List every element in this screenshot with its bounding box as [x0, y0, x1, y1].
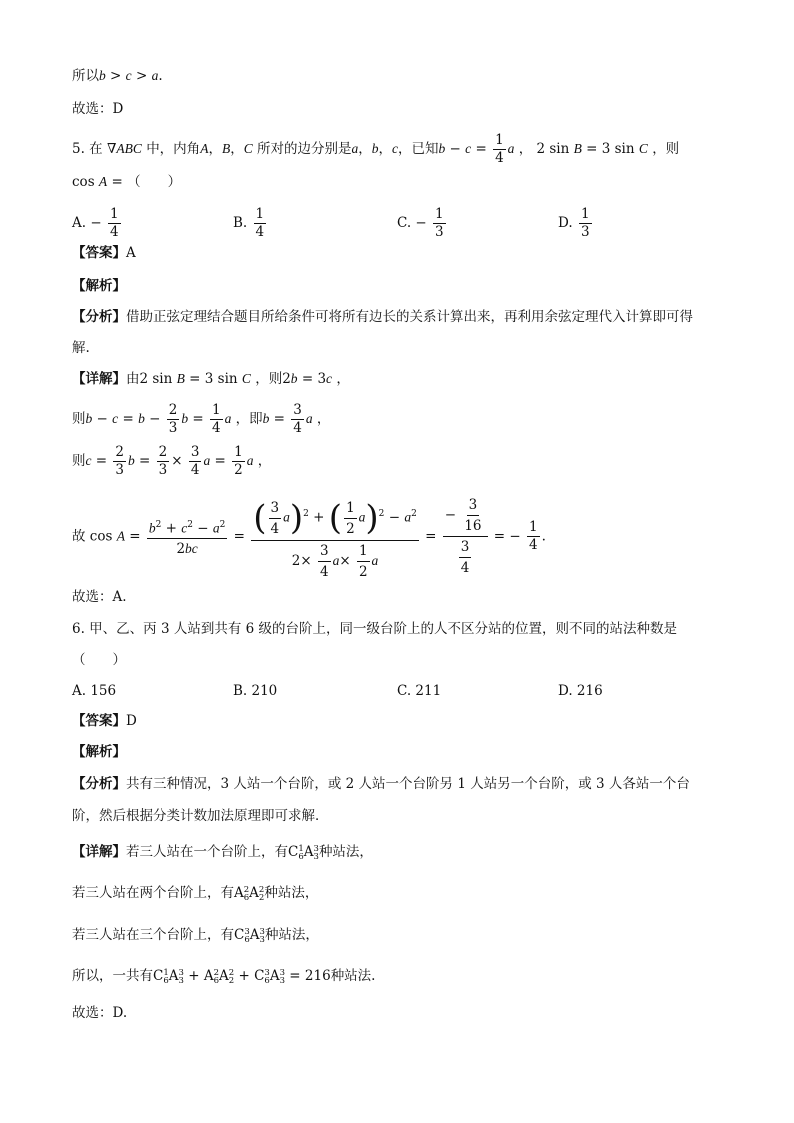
- q6-option-c: C. 211: [397, 683, 442, 699]
- q6-option-d: D. 216: [558, 683, 603, 699]
- q5-option-c: C. − $\frac{1}{3}$: [397, 206, 444, 240]
- q6-analysis-heading: 【解析】: [72, 744, 126, 760]
- q6-option-a: A. 156: [72, 683, 117, 699]
- q6-total: 所以，一共有C 1 6 A 3 3 + A 2 6 A 2 2 + C 3 6 A 3 3 = 216种站法.: [72, 967, 376, 986]
- q5-fenxi-cont: 解.: [72, 340, 90, 356]
- q5-detail-3: 则c = $\frac{2}{3}$ b = $\frac{2}{3}$ × $\frac{3}{4}$ a = $\frac{1}{2}$ a ，: [72, 444, 272, 478]
- q6-stem: 6. 甲、乙、丙 3 人站到共有 6 级的台阶上，同一级台阶上的人不区分站的位置，则不同的站法种数是: [72, 621, 678, 637]
- q5-fenxi: 【分析】借助正弦定理结合题目所给条件可将所有边长的关系计算出来，再利用余弦定理代入计算即可得: [72, 309, 693, 325]
- q5-final-choice: 故选：A.: [72, 589, 127, 605]
- q6-stem-paren: （ ）: [72, 652, 126, 668]
- q6-fenxi-cont: 阶，然后根据分类计数加法原理即可求解．: [72, 808, 329, 824]
- q6-fenxi: 【分析】共有三种情况，3 人站一个台阶，或 2 人站一个台阶另 1 人站另一个台阶，或 3 人各站一个台: [72, 776, 690, 792]
- q5-cosine-formula: 故 cos A = $\frac{b^2 + c^2 - a^2}{2bc}$ = ( $\frac{3}{4}$ a)$^2$ + ( $\frac{1}{2}$ $a)^2 - a^2$ 2× $\frac{3}{4}$ a× $\frac{1}{2}$ a = − $\frac{3}{16}$ $\frac{3}{4}$ = − $\frac{1}{4}$ .: [72, 492, 546, 582]
- q5-answer: 【答案】A: [72, 245, 136, 261]
- q5-option-a: A. − $\frac{1}{4}$: [72, 206, 119, 240]
- q5-stem: 5. 在 ∇ABC 中，内角A，B，C 所对的边分别是a，b，c，已知b − c = $\frac{1}{4}$ a ， 2 sin B = 3 sin C ，则: [72, 132, 680, 166]
- q5-stem-cont: cos A = （ ）: [72, 174, 182, 190]
- q6-option-b: B. 210: [233, 683, 278, 699]
- q6-answer: 【答案】D: [72, 713, 137, 729]
- q6-case-3: 若三人站在三个台阶上，有C 3 6 A 3 3 种站法，: [72, 926, 319, 945]
- q6-case-2: 若三人站在两个台阶上，有A 2 6 A 2 2 种站法，: [72, 884, 319, 903]
- q5-detail-1: 【详解】由2 sin B = 3 sin C ，则2b = 3c ，: [72, 371, 350, 387]
- q5-option-d: D. $\frac{1}{3}$: [558, 206, 590, 240]
- choice-line: 故选：D: [72, 101, 124, 117]
- q5-analysis-heading: 【解析】: [72, 278, 126, 294]
- q6-final-choice: 故选：D.: [72, 1005, 128, 1021]
- q6-case-1: 【详解】若三人站在一个台阶上，有C 1 6 A 3 3 种站法，: [72, 843, 373, 862]
- q5-option-b: B. $\frac{1}{4}$: [233, 206, 265, 240]
- q5-detail-2: 则b − c = b − $\frac{2}{3}$ b = $\frac{1}{4}$ a ，即b = $\frac{3}{4}$ a ，: [72, 402, 331, 436]
- conclusion-line: 所以b > c > a.: [72, 68, 163, 84]
